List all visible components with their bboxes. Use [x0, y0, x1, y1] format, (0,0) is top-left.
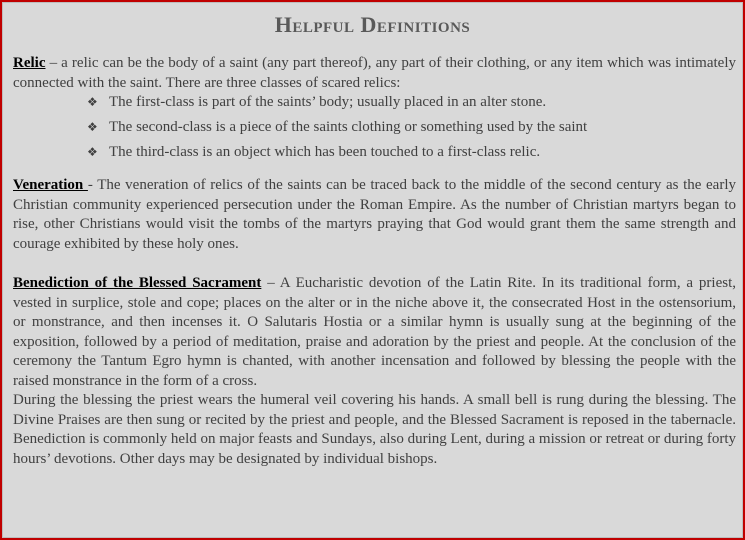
relic-class-second: The second-class is a piece of the saints clothing or something used by the saint	[109, 119, 588, 135]
relic-class-third: The third-class is an object which has been touched to a first-class relic.	[109, 144, 541, 160]
definitions-content	[13, 54, 736, 469]
list-item	[87, 93, 736, 113]
page-title: Helpful Definitions	[274, 12, 471, 37]
relic-term: Relic	[13, 55, 46, 71]
relic-text: – a relic can be the body of a saint (any part thereof), any part of their clothing, or any item which was intimately connected with the saint. There are three classes of scared relics:	[13, 55, 736, 91]
veneration-definition	[13, 176, 736, 254]
relic-class-first: The first-class is part of the saints’ body; usually placed in an alter stone.	[109, 94, 547, 110]
spacer	[13, 168, 736, 176]
diamond-bullet-icon: ❖	[87, 145, 98, 159]
benediction-term: Benediction of the Blessed Sacrament	[13, 275, 262, 291]
benediction-text: – A Eucharistic devotion of the Latin Rite. In its traditional form, a priest, vested in surplice, stole and cope; places on the alter or in the niche above it, the consecrated Host in the ostensorium, or monstrance, and then incenses it. O Salutaris Hostia or a similar hymn is usually sung at the beginning of the exposition, followed by a period of meditation, praise and adoration by the priest and people. At the conclusion of the ceremony the Tantum Egro hymn is chanted, with another incensation and followed by blessing the people with the raised monstrance in the form of a cross.	[13, 275, 736, 389]
spacer	[13, 254, 736, 274]
relic-definition	[13, 54, 736, 93]
diamond-bullet-icon: ❖	[87, 120, 98, 134]
benediction-definition	[13, 274, 736, 391]
benediction-continuation: During the blessing the priest wears the humeral veil covering his hands. A small bell is rung during the blessing. The Divine Praises are then sung or recited by the priest and people, and the Blessed Sacrament is reposed in the tabernacle. Benediction is commonly held on major feasts and Sundays, also during Lent, during a mission or retreat or during forty hours’ devotions. Other days may be designated by individual bishops.	[13, 392, 736, 467]
veneration-term: Veneration	[13, 177, 88, 193]
relic-classes-list	[13, 93, 736, 163]
diamond-bullet-icon: ❖	[87, 95, 98, 109]
list-item	[87, 143, 736, 163]
veneration-text: - The veneration of relics of the saints can be traced back to the middle of the second century as the early Christian community experienced persecution under the Roman Empire. As the number of Christian martyrs began to rise, other Christians would visit the tombs of the martyrs praying that God would grant them the same strength and courage exhibited by these holy ones.	[13, 177, 737, 252]
list-item	[87, 118, 736, 138]
